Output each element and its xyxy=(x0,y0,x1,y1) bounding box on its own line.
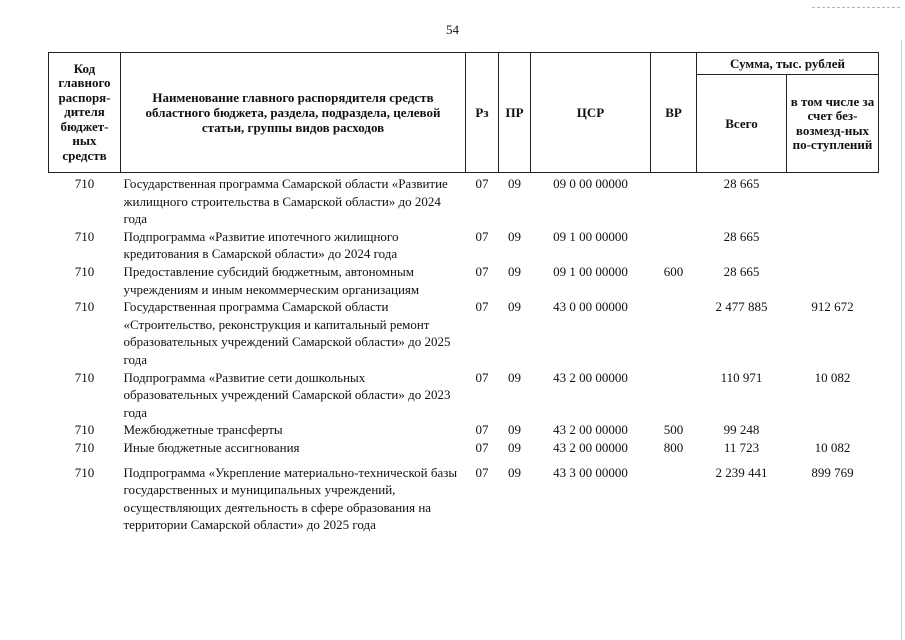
table-body xyxy=(49,173,879,534)
cell-csr: 09 1 00 00000 xyxy=(553,263,628,279)
cell-name: Подпрограмма «Развитие ипотечного жилищного кредитования в Самарской области» до 2024 года xyxy=(123,228,399,262)
scan-edge-line xyxy=(901,40,902,640)
cell-code: 710 xyxy=(74,422,95,438)
cell-name: Межбюджетные трансферты xyxy=(123,422,283,438)
cell-name: Подпрограмма «Укрепление материально-технической базы государственных и муниципальных учреждений, осуществляющих деятельность в сфере образования на территории Самарской области» до 2025 года xyxy=(123,464,458,533)
cell-vr xyxy=(651,173,697,228)
cell-total: 99 248 xyxy=(723,422,760,438)
cell-rz: 07 xyxy=(475,439,489,455)
header-incl: в том числе за счет без-возмезд-ных по-ступлений xyxy=(787,75,879,173)
cell-vr: 800 xyxy=(663,439,684,455)
cell-pr: 09 xyxy=(508,464,521,480)
cell-code: 710 xyxy=(74,369,95,385)
cell-vr xyxy=(651,457,697,534)
cell-rz: 07 xyxy=(475,228,489,244)
cell-incl xyxy=(787,173,879,228)
cell-name: Иные бюджетные ассигнования xyxy=(123,439,300,455)
cell-pr: 09 xyxy=(508,439,521,455)
cell-code: 710 xyxy=(74,439,95,455)
cell-rz: 07 xyxy=(475,263,489,279)
header-code: Код главного распоря-дителя бюджет-ных средств xyxy=(49,53,121,173)
cell-csr: 43 0 00 00000 xyxy=(553,299,628,315)
cell-incl: 10 082 xyxy=(814,369,851,385)
cell-vr: 500 xyxy=(663,422,684,438)
header-csr: ЦСР xyxy=(531,53,651,173)
cell-incl: 899 769 xyxy=(811,464,854,480)
cell-code: 710 xyxy=(74,176,95,191)
cell-total: 28 665 xyxy=(723,176,760,191)
table-row xyxy=(49,173,879,228)
cell-csr: 09 0 00 00000 xyxy=(553,176,628,191)
table-header xyxy=(49,53,879,173)
table-row xyxy=(49,263,879,298)
cell-vr xyxy=(651,369,697,422)
cell-pr: 09 xyxy=(508,422,521,438)
cell-total: 2 239 441 xyxy=(715,464,768,480)
cell-code: 710 xyxy=(74,464,95,480)
table-row xyxy=(49,421,879,439)
cell-rz: 07 xyxy=(475,176,489,191)
header-row-top xyxy=(49,53,879,75)
cell-csr: 43 2 00 00000 xyxy=(553,422,628,438)
header-vr: ВР xyxy=(651,53,697,173)
header-sum-group: Сумма, тыс. рублей xyxy=(697,53,879,75)
cell-rz: 07 xyxy=(475,369,489,385)
cell-code: 710 xyxy=(74,299,95,315)
cell-name: Государственная программа Самарской области «Строительство, реконструкция и капитальный ремонт образовательных учреждений Самарской области» до 2025 года xyxy=(123,299,451,367)
cell-pr: 09 xyxy=(508,299,521,315)
table-row xyxy=(49,298,879,368)
cell-pr: 09 xyxy=(508,176,521,191)
cell-total: 110 971 xyxy=(720,369,763,385)
cell-vr xyxy=(651,298,697,368)
cell-total: 2 477 885 xyxy=(715,299,768,315)
table-row xyxy=(49,439,879,457)
cell-pr: 09 xyxy=(508,228,521,244)
header-name: Наименование главного распорядителя средств областного бюджета, раздела, подраздела, целевой статьи, группы видов расходов xyxy=(121,53,466,173)
cell-name: Государственная программа Самарской области «Развитие жилищного строительства в Самарской области» до 2024 года xyxy=(123,176,448,227)
header-rz: Рз xyxy=(466,53,499,173)
cell-csr: 43 3 00 00000 xyxy=(553,464,628,480)
cell-pr: 09 xyxy=(508,263,521,279)
cell-total: 28 665 xyxy=(723,263,760,279)
cell-name: Предоставление субсидий бюджетным, автономным учреждениям и иным некоммерческим организациям xyxy=(123,263,420,297)
cell-pr: 09 xyxy=(508,369,521,385)
table-row xyxy=(49,369,879,422)
cell-vr: 600 xyxy=(663,263,684,279)
cell-csr: 43 2 00 00000 xyxy=(553,439,628,455)
cell-code: 710 xyxy=(74,263,95,279)
budget-table xyxy=(48,52,879,534)
cell-total: 28 665 xyxy=(723,228,760,244)
cell-incl xyxy=(787,228,879,263)
header-total: Всего xyxy=(697,75,787,173)
header-pr: ПР xyxy=(499,53,531,173)
page-number: 54 xyxy=(446,22,459,37)
cell-vr xyxy=(651,228,697,263)
cell-incl xyxy=(787,421,879,439)
cell-incl xyxy=(787,263,879,298)
cell-rz: 07 xyxy=(475,464,489,480)
cell-csr: 43 2 00 00000 xyxy=(553,369,628,385)
cell-code: 710 xyxy=(74,228,95,244)
cell-incl: 10 082 xyxy=(814,439,851,455)
cell-name: Подпрограмма «Развитие сети дошкольных образовательных учреждений Самарской области» до 2023 года xyxy=(123,369,451,420)
cell-incl: 912 672 xyxy=(811,299,854,315)
cell-total: 11 723 xyxy=(723,439,760,455)
table-row xyxy=(49,457,879,534)
cell-rz: 07 xyxy=(475,422,489,438)
table-row xyxy=(49,228,879,263)
cell-csr: 09 1 00 00000 xyxy=(553,228,628,244)
cell-rz: 07 xyxy=(475,299,489,315)
scan-corner-mark xyxy=(812,7,900,8)
